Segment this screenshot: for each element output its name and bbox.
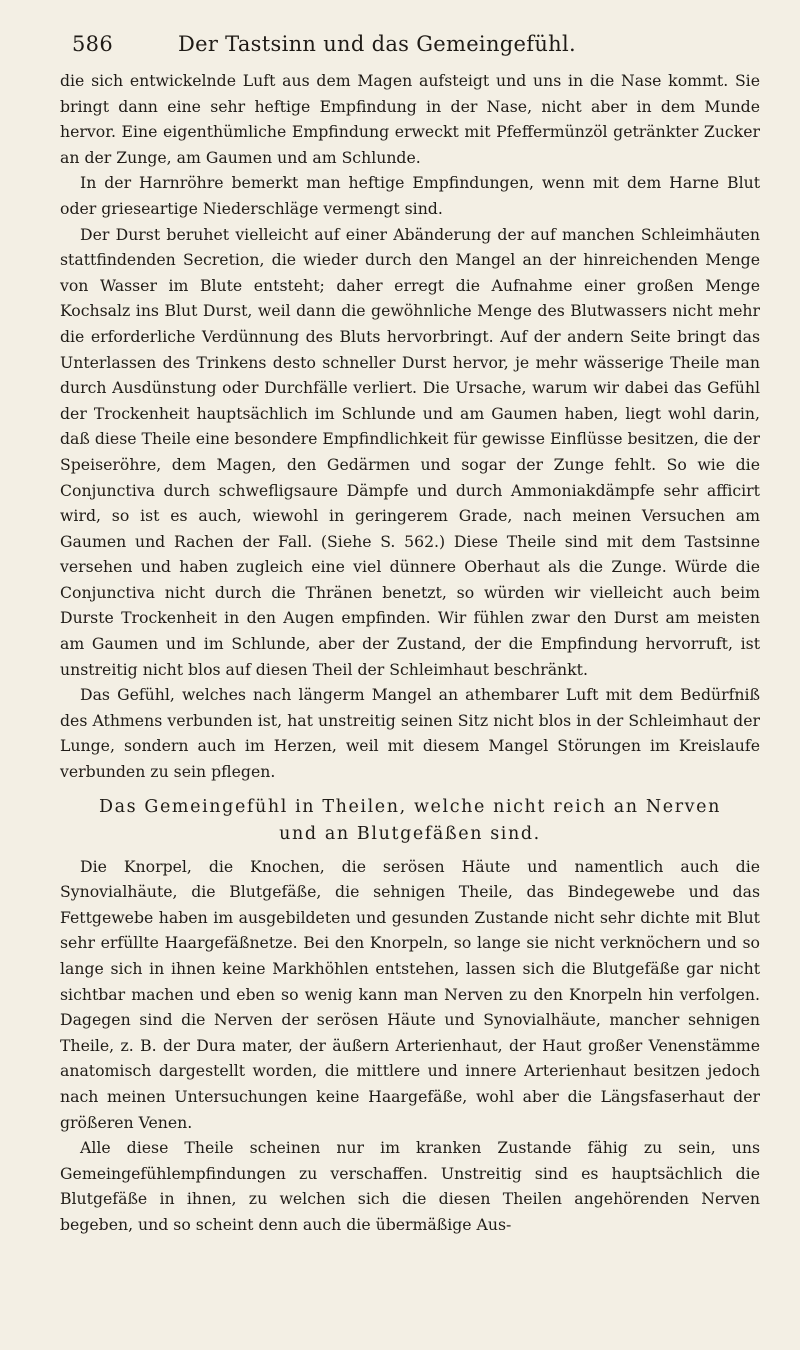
paragraph-6: Alle diese Theile scheinen nur im kranken Zustande fähig zu sein, uns Gemeingefühlempfindungen zu verschaffen. Unstreitig sind es hauptsächlich die Blutgefäße in ihnen, zu welchen sich die diesen Theilen angehörenden Nerven begeben, und so scheint denn auch die übermäßige Aus-	[60, 1138, 760, 1234]
running-title: Der Tastsinn und das Gemeingefühl.	[178, 32, 576, 56]
paragraph-4: Das Gefühl, welches nach längerm Mangel an athembarer Luft mit dem Bedürfniß des Athmens verbunden ist, hat unstreitig seinen Sitz nicht blos in der Schleimhaut der Lunge, sondern auch im Herzen, weil mit diesem Mangel Störungen im Kreislaufe verbunden zu sein pflegen.	[60, 685, 760, 782]
running-head	[60, 28, 760, 62]
paragraph-3: Der Durst beruhet vielleicht auf einer Abänderung der auf manchen Schleimhäuten stattfindenden Secretion, die wieder durch den Mangel an der hinreichenden Menge von Wasser im Blute entsteht; daher erregt die Aufnahme einer großen Menge Kochsalz ins Blut Durst, weil dann die gewöhnliche Menge des Blutwassers nicht mehr die erforderliche Verdünnung des Bluts hervorbringt. Auf der andern Seite bringt das Unterlassen des Trinkens desto schneller Durst hervor, je mehr wässerige Theile man durch Ausdünstung oder Durchfälle verliert. Die Ursache, warum wir dabei das Gefühl der Trockenheit hauptsächlich im Schlunde und am Gaumen haben, liegt wohl darin, daß diese Theile eine besondere Empfindlichkeit für gewisse Einflüsse besitzen, die der Speiseröhre, dem Magen, den Gedärmen und sogar der Zunge fehlt. So wie die Conjunctiva durch schwefligsaure Dämpfe und durch Ammoniakdämpfe sehr afficirt wird, so ist es auch, wiewohl in geringerem Grade, nach meinen Versuchen am Gaumen und Rachen der Fall. (Siehe S. 562.) Diese Theile sind mit dem Tastsinne versehen und haben zugleich eine viel dünnere Oberhaut als die Zunge. Würde die Conjunctiva nicht durch die Thränen benetzt, so würden wir vielleicht auch beim Durste Trockenheit in den Augen empfinden. Wir fühlen zwar den Durst am meisten am Gaumen und im Schlunde, aber der Zustand, der die Empfindung hervorruft, ist unstreitig nicht blos auf diesen Theil der Schleimhaut beschränkt.	[60, 224, 760, 679]
paragraph-2: In der Harnröhre bemerkt man heftige Empfindungen, wenn mit dem Harne Blut oder grieseartige Niederschläge vermengt sind.	[60, 173, 760, 218]
paragraph-5: Die Knorpel, die Knochen, die serösen Häute und namentlich auch die Synovialhäute, die Blutgefäße, die sehnigen Theile, das Bindegewebe und das Fettgewebe haben im ausgebildeten und gesunden Zustande nicht sehr dichte mit Blut sehr erfüllte Haargefäßnetze. Bei den Knorpeln, so lange sie nicht verknöchern und so lange sich in ihnen keine Markhöhlen entstehen, lassen sich die Blutgefäße gar nicht sichtbar machen und eben so wenig kann man Nerven zu den Knorpeln hin verfolgen. Dagegen sind die Nerven der serösen Häute und Synovialhäute, mancher sehnigen Theile, z. B. der Dura mater, der äußern Arterienhaut, der Haut großer Venenstämme anatomisch dargestellt worden, die mittlere und innere Arterienhaut besitzen jedoch nach meinen Untersuchungen keine Haargefäße, wohl aber die Längsfaserhaut der größeren Venen.	[60, 856, 760, 1132]
body-text	[60, 68, 760, 1238]
section-heading: Das Gemeingefühl in Theilen, welche nicht reich an Nerven und an Blutgefäßen sind.	[98, 796, 721, 844]
paragraph-1: die sich entwickelnde Luft aus dem Magen aufsteigt und uns in die Nase kommt. Sie bringt dann eine sehr heftige Empfindung in der Nase, nicht aber in dem Munde hervor. Eine eigenthümliche Empfindung erweckt mit Pfeffermünzöl getränkter Zucker an der Zunge, am Gaumen und am Schlunde.	[60, 71, 760, 167]
page-number: 586	[72, 32, 113, 56]
